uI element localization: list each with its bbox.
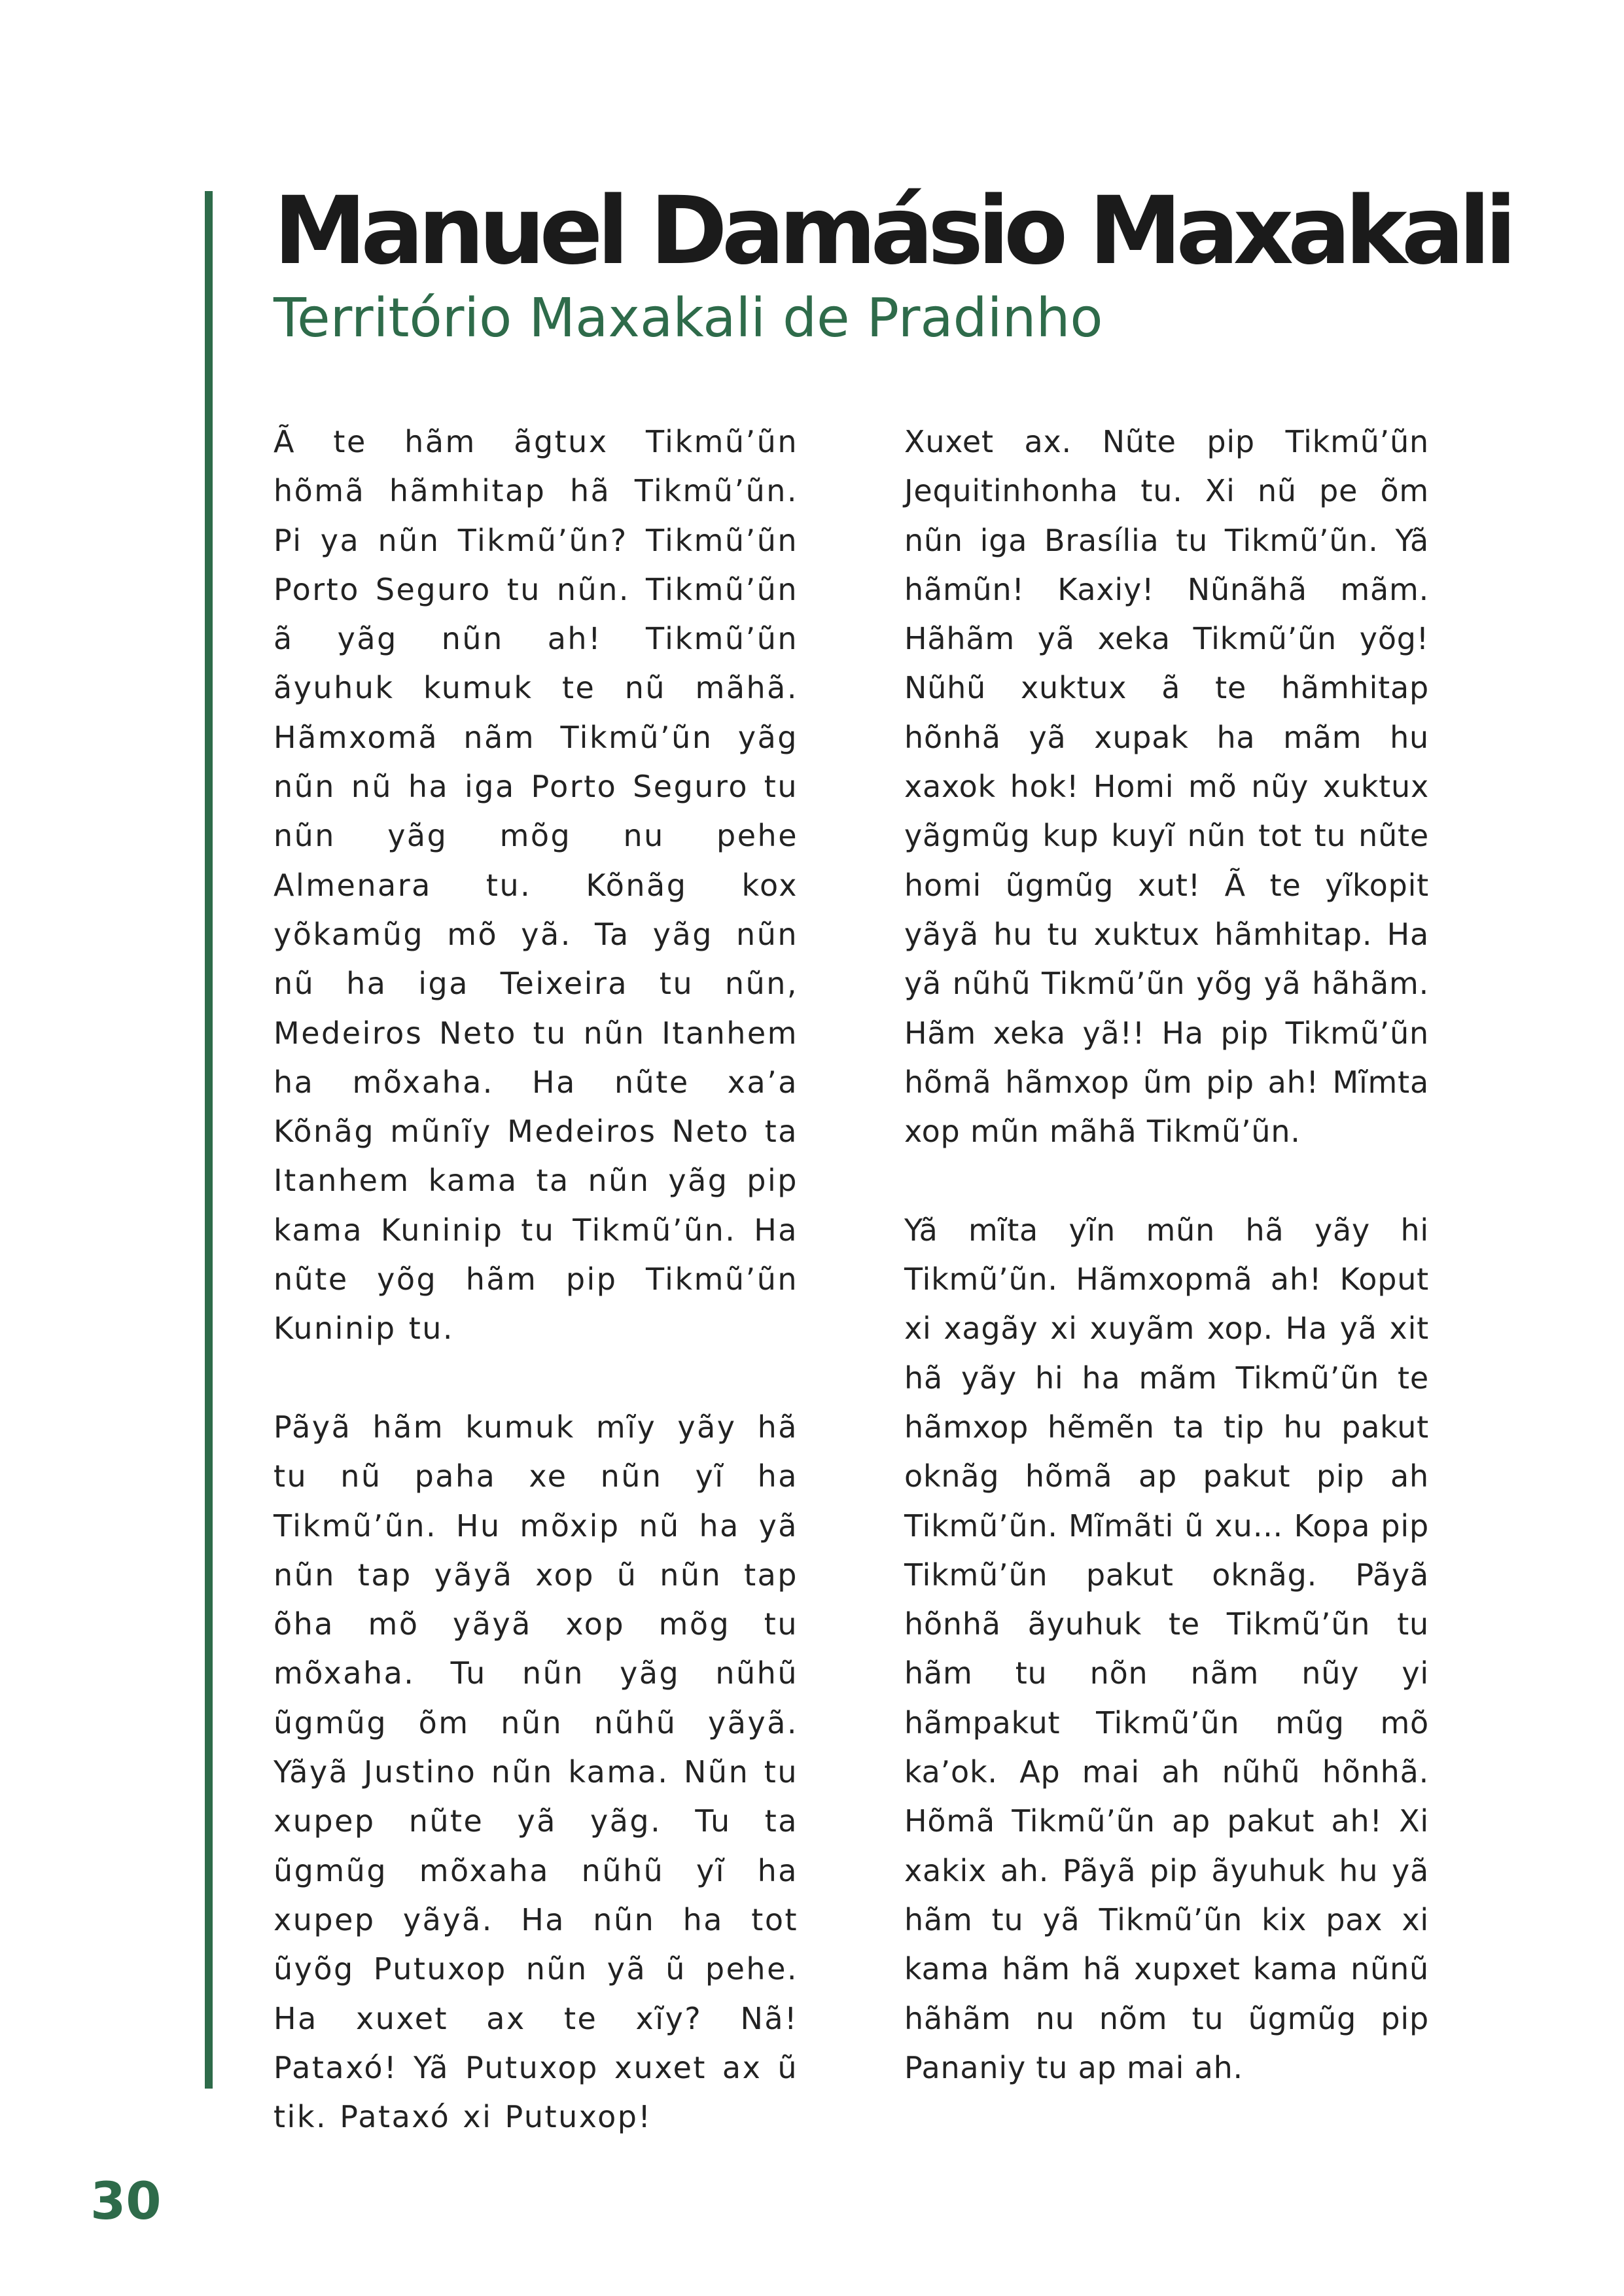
paragraph-right-1: Xuxet ax. Nũte pip Tikmũ’ũn Jequitinhonha tu. Xi nũ pe õm nũn iga Brasília tu Tikmũ’ũn. Yã hãmũn! Kaxiy! Nũnãhã mãm. Hãhãm yã xeka Tikmũ’ũn yõg! Nũhũ xuktux ã te hãmhitap hõnhã yã xupak ha mãm hu xaxok hok! Homi mõ nũy xuktux yãgmũg kup kuyĩ nũn tot tu nũte homi ũgmũg xut! Ã te yĩkopit yãyã hu tu xuktux hãmhitap. Ha yã nũhũ Tikmũ’ũn yõg yã hãhãm. Hãm xeka yã!! Ha pip Tikmũ’ũn hõmã hãmxop ũm pip ah! Mĩmta xop mũn mãhã Tikmũ’ũn. [904, 424, 1429, 1150]
page-title: Manuel Damásio Maxakali [274, 176, 1511, 285]
paragraph-left-1: Ã te hãm ãgtux Tikmũ’ũn hõmã hãmhitap hã Tikmũ’ũn. Pi ya nũn Tikmũ’ũn? Tikmũ’ũn Porto Seguro tu nũn. Tikmũ’ũn ã yãg nũn ah! Tikmũ’ũn ãyuhuk kumuk te nũ mãhã. Hãmxomã nãm Tikmũ’ũn yãg nũn nũ ha iga Porto Seguro tu nũn yãg mõg nu pehe Almenara tu. Kõnãg kox yõkamũg mõ yã. Ta yãg nũn nũ ha iga Teixeira tu nũn, Medeiros Neto tu nũn Itanhem ha mõxaha. Ha nũte xa’a Kõnãg mũnĩy Medeiros Neto ta Itanhem kama ta nũn yãg pip kama Kuninip tu Tikmũ’ũn. Ha nũte yõg hãm pip Tikmũ’ũn Kuninip tu. [274, 424, 798, 1347]
paragraph-right-2: Yã mĩta yĩn mũn hã yãy hi Tikmũ’ũn. Hãmxopmã ah! Koput xi xagãy xi xuyãm xop. Ha yã xit hã yãy hi ha mãm Tikmũ’ũn te hãmxop hẽmẽn ta tip hu pakut oknãg hõmã ap pakut pip ah Tikmũ’ũn. Mĩmãti ũ xu… Kopa pip Tikmũ’ũn pakut oknãg. Pãyã hõnhã ãyuhuk te Tikmũ’ũn tu hãm tu nõn nãm nũy yi hãmpakut Tikmũ’ũn mũg mõ ka’ok. Ap mai ah nũhũ hõnhã. Hõmã Tikmũ’ũn ap pakut ah! Xi xakix ah. Pãyã pip ãyuhuk hu yã hãm tu yã Tikmũ’ũn kix pax xi kama hãm hã xupxet kama nũnũ hãhãm nu nõm tu ũgmũg pip Pananiy tu ap mai ah. [904, 1212, 1429, 2085]
page-number: 30 [90, 2172, 162, 2231]
accent-bar [205, 191, 213, 2089]
page-subtitle: Território Maxakali de Pradinho [274, 287, 1103, 349]
paragraph-left-2: Pãyã hãm kumuk mĩy yãy hã tu nũ paha xe nũn yĩ ha Tikmũ’ũn. Hu mõxip nũ ha yã nũn tap yãyã xop ũ nũn tap õha mõ yãyã xop mõg tu mõxaha. Tu nũn yãg nũhũ ũgmũg õm nũn nũhũ yãyã. Yãyã Justino nũn kama. Nũn tu xupep nũte yã yãg. Tu ta ũgmũg mõxaha nũhũ yĩ ha xupep yãyã. Ha nũn ha tot ũyõg Putuxop nũn yã ũ pehe. Ha xuxet ax te xĩy? Nã! Pataxó! Yã Putuxop xuxet ax ũ tik. Pataxó xi Putuxop! [274, 1409, 798, 2135]
left-column [274, 417, 798, 2142]
right-column [904, 417, 1429, 2093]
